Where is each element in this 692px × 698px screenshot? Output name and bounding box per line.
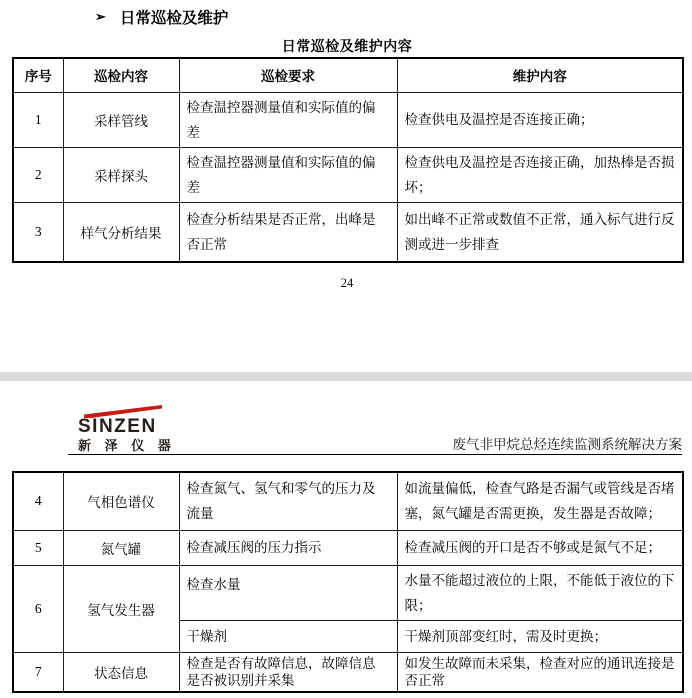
arrow-bullet-icon: ➢ [95, 9, 106, 24]
cell-maintenance: 如流量偏低，检查气路是否漏气或管线是否堵塞，氮气罐是否需更换，发生器是否故障； [397, 472, 683, 530]
cell-requirement: 干燥剂 [179, 620, 397, 652]
cell-item: 氮气罐 [63, 530, 179, 565]
header-rule [68, 454, 682, 455]
col-header-requirement: 巡检要求 [179, 58, 397, 92]
page-number: 24 [340, 276, 354, 290]
cell-maintenance: 检查供电及温控是否连接正确，加热棒是否损坏； [397, 147, 683, 202]
cell-maintenance: 干燥剂顶部变红时，需及时更换； [397, 620, 683, 652]
table-row [13, 92, 683, 147]
cell-item: 氢气发生器 [63, 565, 179, 652]
cell-maintenance: 检查减压阀的开口是否不够或是氮气不足； [397, 530, 683, 565]
table-row [13, 565, 683, 620]
cell-requirement: 检查减压阀的压力指示 [179, 530, 397, 565]
cell-no: 7 [13, 652, 63, 692]
cell-requirement: 检查水量 [179, 565, 397, 620]
cell-no: 4 [13, 472, 63, 530]
cell-requirement: 检查氮气、氢气和零气的压力及流量 [179, 472, 397, 530]
cell-no: 5 [13, 530, 63, 565]
table-title: 日常巡检及维护内容 [281, 40, 413, 55]
cell-maintenance: 如出峰不正常或数值不正常，通入标气进行反测或进一步排查 [397, 202, 683, 262]
cell-requirement: 检查温控器测量值和实际值的偏差 [179, 147, 397, 202]
cell-item: 采样探头 [63, 147, 179, 202]
cell-no: 3 [13, 202, 63, 262]
logo-brand-chinese: 新 泽 仪 器 [78, 438, 176, 453]
table-header-row [13, 58, 683, 92]
table-row [13, 530, 683, 565]
col-header-maintenance: 维护内容 [397, 58, 683, 92]
cell-requirement: 检查分析结果是否正常，出峰是否正常 [179, 202, 397, 262]
inspection-table-page1 [12, 57, 684, 263]
cell-no: 6 [13, 565, 63, 652]
cell-no: 1 [13, 92, 63, 147]
page-separator [0, 372, 692, 381]
logo-brand-text: SINZEN [78, 416, 157, 437]
cell-maintenance: 检查供电及温控是否连接正确； [397, 92, 683, 147]
cell-item: 样气分析结果 [63, 202, 179, 262]
table-row [13, 472, 683, 530]
document-title: 废气非甲烷总烃连续监测系统解决方案 [452, 437, 682, 452]
cell-maintenance: 如发生故障而未采集，检查对应的通讯连接是否正常 [397, 652, 683, 692]
cell-item: 采样管线 [63, 92, 179, 147]
table-row [13, 652, 683, 692]
cell-item: 状态信息 [63, 652, 179, 692]
col-header-no: 序号 [13, 58, 63, 92]
table-row [13, 202, 683, 262]
cell-requirement: 检查是否有故障信息，故障信息是否被识别并采集 [179, 652, 397, 692]
cell-requirement: 检查温控器测量值和实际值的偏差 [179, 92, 397, 147]
cell-item: 气相色谱仪 [63, 472, 179, 530]
section-heading [95, 6, 228, 28]
section-heading-text: 日常巡检及维护 [119, 10, 229, 27]
table-row [13, 147, 683, 202]
inspection-table-page2 [12, 471, 684, 693]
col-header-item: 巡检内容 [63, 58, 179, 92]
cell-maintenance: 水量不能超过液位的上限，不能低于液位的下限； [397, 565, 683, 620]
cell-no: 2 [13, 147, 63, 202]
